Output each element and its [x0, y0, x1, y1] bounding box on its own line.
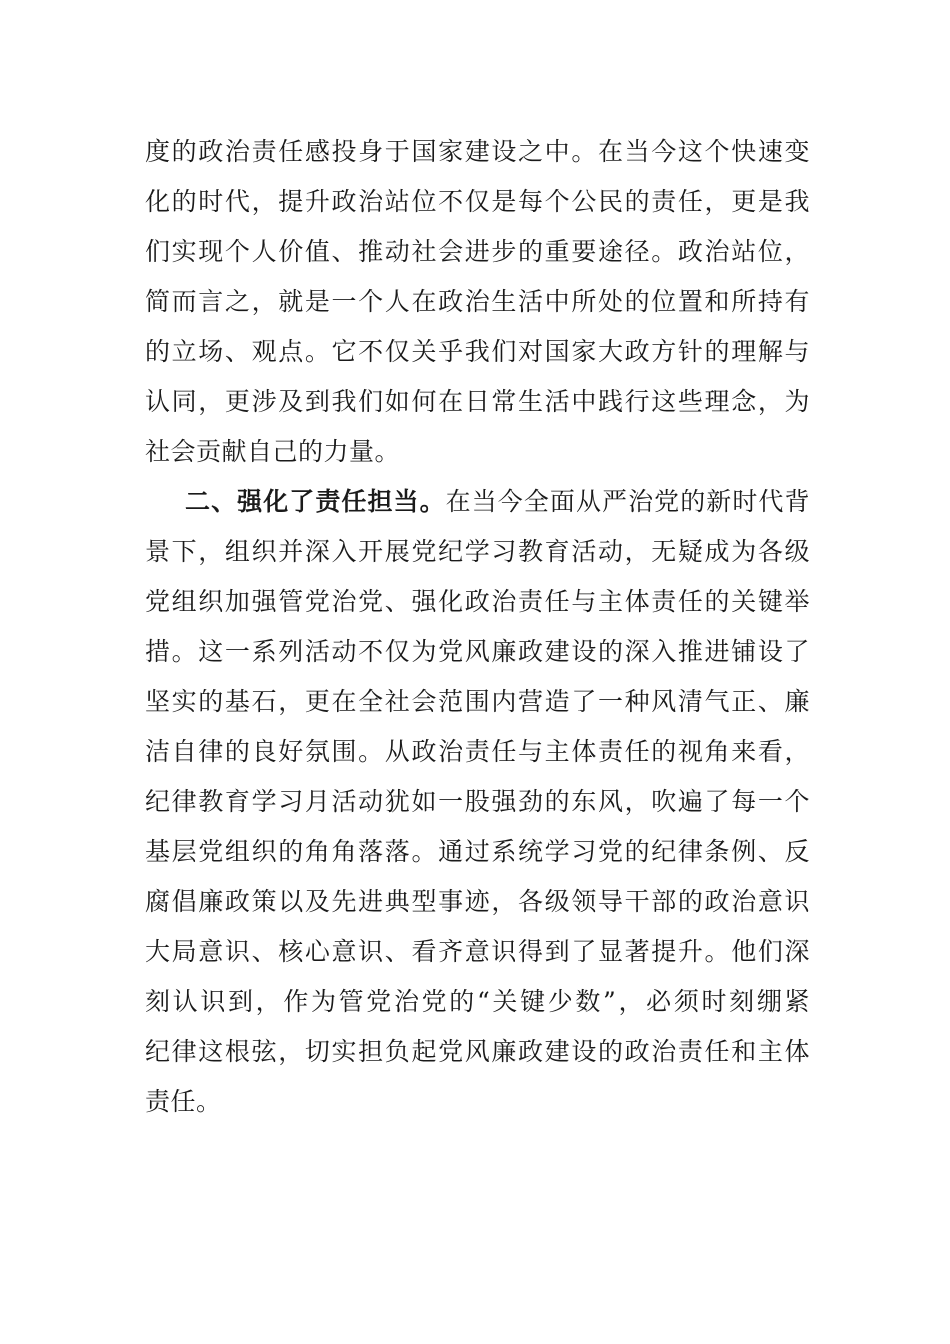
section-heading: 二、强化了责任担当。: [185, 487, 446, 516]
paragraph-line: 措。这一系列活动不仅为党风廉政建设的深入推进铺设了: [145, 637, 810, 666]
paragraph-line: 度的政治责任感投身于国家建设之中。在当今这个快速变: [145, 137, 810, 166]
paragraph-line: 简而言之，就是一个人在政治生活中所处的位置和所持有: [145, 287, 810, 316]
paragraph-line: 坚实的基石，更在全社会范围内营造了一种风清气正、廉: [145, 687, 810, 716]
paragraph-line: 认同，更涉及到我们如何在日常生活中践行这些理念，为: [145, 387, 810, 416]
paragraph-line: 化的时代，提升政治站位不仅是每个公民的责任，更是我: [145, 187, 810, 216]
paragraph-line: 党组织加强管党治党、强化政治责任与主体责任的关键举: [145, 587, 810, 616]
paragraph-line: 基层党组织的角角落落。通过系统学习党的纪律条例、反: [145, 837, 810, 866]
paragraph-line: 的立场、观点。它不仅关乎我们对国家大政方针的理解与: [145, 337, 810, 366]
paragraph-line-text: 在当今全面从严治党的新时代背: [445, 487, 810, 516]
paragraph-line: 责任。: [145, 1087, 222, 1116]
paragraph-political-stance: [145, 127, 810, 477]
paragraph-line: 社会贡献自己的力量。: [145, 437, 401, 466]
paragraph-line: 景下，组织并深入开展党纪学习教育活动，无疑成为各级: [145, 537, 810, 566]
paragraph-line: 洁自律的良好氛围。从政治责任与主体责任的视角来看，: [145, 737, 810, 766]
paragraph-line: 大局意识、核心意识、看齐意识得到了显著提升。他们深: [145, 937, 810, 966]
paragraph-line: 纪律这根弦，切实担负起党风廉政建设的政治责任和主体: [145, 1037, 810, 1066]
paragraph-first-line: [145, 477, 810, 527]
paragraph-line: 纪律教育学习月活动犹如一股强劲的东风，吹遍了每一个: [145, 787, 810, 816]
paragraph-responsibility: [145, 477, 810, 1127]
paragraph-line: 腐倡廉政策以及先进典型事迹，各级领导干部的政治意识: [145, 887, 810, 916]
paragraph-line: 们实现个人价值、推动社会进步的重要途径。政治站位，: [145, 237, 810, 266]
paragraph-line: 刻认识到，作为管党治党的“关键少数”，必须时刻绷紧: [145, 987, 810, 1016]
